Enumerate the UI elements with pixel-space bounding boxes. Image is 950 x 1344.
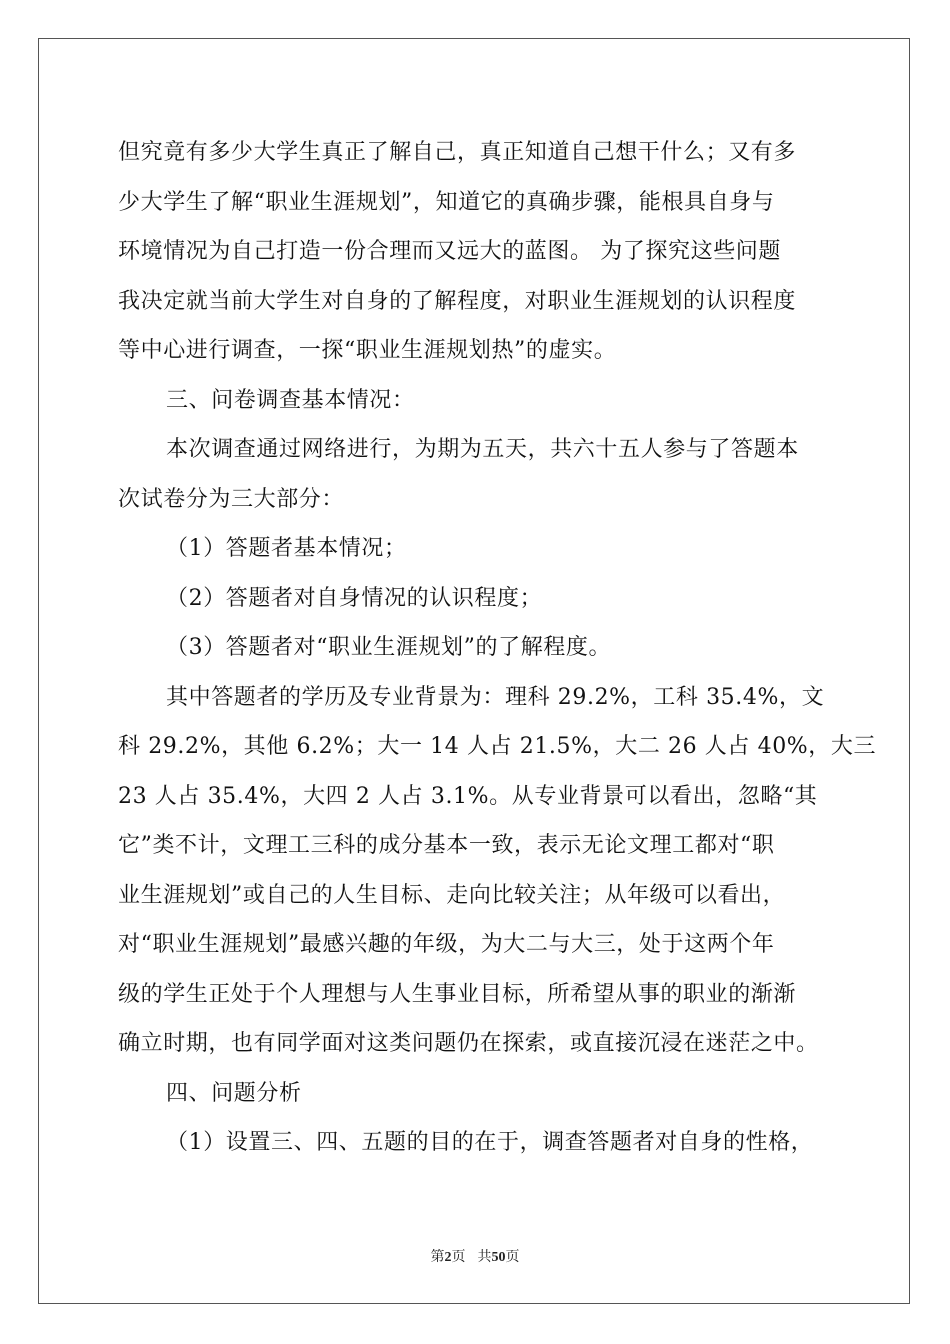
text-line: 我决定就当前大学生对自身的了解程度，对职业生涯规划的认识程度	[118, 288, 797, 314]
text-line: （1）设置三、四、五题的目的在于，调查答题者对自身的性格，	[166, 1130, 814, 1155]
text-line: 业生涯规划”或自己的人生目标、走向比较关注；从年级可以看出，	[118, 882, 786, 908]
list-item: （1）答题者基本情况；	[166, 536, 407, 561]
total-suffix: 页	[505, 1250, 520, 1265]
text-line: 少大学生了解“职业生涯规划”，知道它的真确步骤，能根具自身与	[118, 189, 775, 215]
text-line: 本次调查通过网络进行，为期为五天，共六十五人参与了答题本	[166, 437, 799, 462]
text-line: 级的学生正处于个人理想与人生事业目标，所希望从事的职业的渐渐	[118, 981, 797, 1007]
text-line: 确立时期，也有同学面对这类问题仍在探索，或直接沉浸在迷茫之中。	[118, 1031, 819, 1056]
text-line: 等中心进行调查，一探“职业生涯规划热”的虚实。	[118, 338, 617, 363]
text-line: 但究竟有多少大学生真正了解自己，真正知道自己想干什么；又有多	[118, 140, 797, 165]
text-line: 次试卷分为三大部分：	[118, 486, 345, 512]
list-item: （3）答题者对“职业生涯规划”的了解程度。	[166, 635, 612, 660]
list-item: （2）答题者对自身情况的认识程度；	[166, 585, 543, 611]
page-suffix: 页	[451, 1250, 466, 1265]
text-line: 23 人占 35.4%，大四 2 人占 3.1%。从专业背景可以看出，忽略“其	[118, 783, 818, 809]
section-heading: 三、问卷调查基本情况：	[166, 387, 415, 413]
section-heading: 四、问题分析	[166, 1080, 302, 1106]
page-number: 2	[444, 1250, 452, 1265]
text-line: 它”类不计，文理工三科的成分基本一致，表示无论文理工都对“职	[118, 833, 775, 858]
text-line: 科 29.2%，其他 6.2%；大一 14 人占 21.5%，大二 26 人占 40%，大三	[118, 734, 877, 759]
document-body	[118, 128, 877, 1168]
page-prefix: 第	[430, 1250, 445, 1265]
total-pages: 50	[491, 1250, 506, 1265]
page-footer	[0, 1246, 950, 1266]
text-line: 环境情况为自己打造一份合理而又远大的蓝图。 为了探究这些问题	[118, 239, 781, 264]
text-line: 其中答题者的学历及专业背景为：理科 29.2%，工科 35.4%，文	[166, 684, 825, 710]
text-line: 对“职业生涯规划”最感兴趣的年级，为大二与大三，处于这两个年	[118, 932, 775, 957]
total-prefix: 共	[477, 1250, 492, 1265]
